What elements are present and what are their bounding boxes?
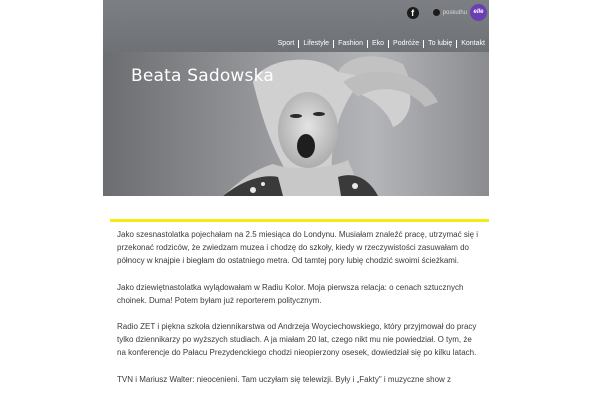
partner-label: poskuthu	[442, 9, 467, 16]
header-bar	[103, 0, 489, 52]
article-paragraph: TVN i Mariusz Walter: nieocenieni. Tam uczyłam się telewizji. Były i „Fakty" i muzyczne show z	[117, 374, 452, 384]
partner-logo[interactable]: elle	[470, 4, 487, 21]
nav-item-podroze[interactable]: Podróże	[388, 40, 423, 48]
content-area	[103, 196, 489, 384]
page	[103, 0, 489, 400]
partner-icon	[433, 9, 440, 16]
nav-item-lifestyle[interactable]: Lifestyle	[298, 40, 333, 48]
nav-item-sport[interactable]: Sport	[277, 40, 295, 47]
article-paragraph: Jako szesnastolatka pojechałam na 2.5 miesiąca do Londynu. Musiałam znaleźć pracę, utrzymać się i przekonać rodziców, że zwiedzam muzea i chodzę do szkoły, kiedy w rzeczywistości zasuwałam do północy w knajpie i biegłam do ostatniego metra. Od tamtej pory lubię chodzić swoimi ścieżkami.	[117, 230, 479, 266]
social-links	[407, 4, 487, 21]
nav-item-fashion[interactable]: Fashion	[333, 40, 367, 48]
accent-divider	[110, 219, 489, 222]
main-nav	[274, 40, 489, 48]
article-body	[117, 228, 482, 399]
hero-banner	[103, 52, 489, 196]
article-paragraph: Jako dziewiętnastolatka wylądowałam w Radiu Kolor. Moja pierwsza relacja: o cenach sztucznych choinek. Duma! Potem byłam już reporterem politycznym.	[117, 282, 464, 305]
article-paragraph: Radio ZET i piękna szkoła dziennikarstwa od Andrzeja Woyciechowskiego, który przyjmował do pracy tylko dziennikarzy po wyższych studiach. A ja miałam 20 lat, czego nikt mu nie powiedział. O tym, że na konferencje do Pałacu Prezydenckiego chodzi nieopierzony osesek, dowiedział się po kilku latach.	[117, 322, 477, 358]
site-title[interactable]: Beata Sadowska	[131, 66, 274, 86]
nav-item-to-lubie[interactable]: To lubię	[423, 40, 456, 48]
facebook-icon[interactable]: f	[407, 7, 419, 19]
partner-link[interactable]	[433, 4, 487, 21]
nav-item-kontakt[interactable]: Kontakt	[456, 40, 489, 48]
nav-item-eko[interactable]: Eko	[367, 40, 388, 48]
